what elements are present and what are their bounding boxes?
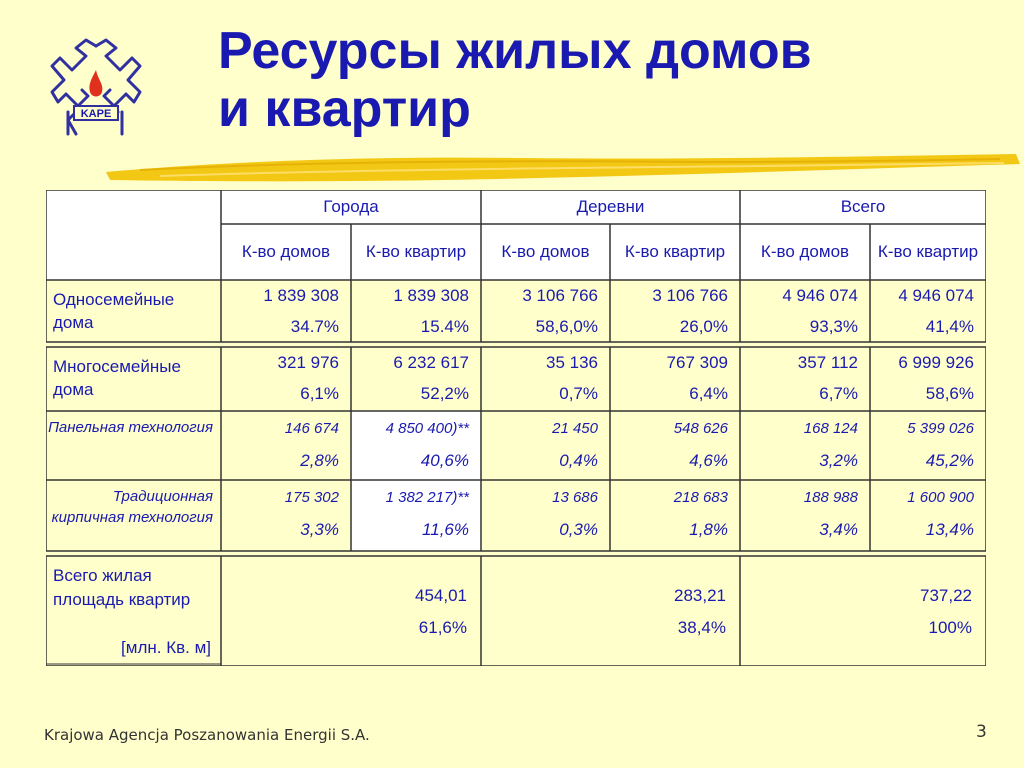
cell-count: 767 309 <box>666 353 728 372</box>
total-value: 283,21 <box>674 586 726 605</box>
cell-count: 175 302 <box>284 489 339 506</box>
cell-count: 168 124 <box>803 420 858 437</box>
cell-count: 1 839 308 <box>263 286 339 305</box>
cell-percent: 58,6% <box>925 384 974 403</box>
cell-count: 321 976 <box>277 353 339 372</box>
cell-percent: 13,4% <box>925 520 974 539</box>
cell-count: 35 136 <box>546 353 598 372</box>
cell-percent: 6,7% <box>819 384 858 403</box>
cell-percent: 0,7% <box>559 384 598 403</box>
cell-percent: 3,4% <box>819 520 858 539</box>
page-title-line-2: и квартир <box>218 80 471 138</box>
total-unit: [млн. Кв. м] <box>121 638 211 657</box>
cell-count: 4 946 074 <box>898 286 974 305</box>
column-header: К-во домов <box>760 242 850 261</box>
page-title <box>218 22 812 138</box>
cell-count: 146 674 <box>284 420 339 437</box>
housing-table <box>46 190 986 666</box>
cell-count: 218 683 <box>673 489 728 506</box>
cell-percent: 45,2% <box>925 451 974 470</box>
total-percent: 61,6% <box>418 618 467 637</box>
yellow-brush-stroke <box>100 150 1024 186</box>
cell-percent: 40,6% <box>420 451 469 470</box>
total-value: 454,01 <box>415 586 467 605</box>
cell-percent: 93,3% <box>809 317 858 336</box>
cell-count: 3 106 766 <box>652 286 728 305</box>
cell-count: 6 232 617 <box>393 353 469 372</box>
cell-percent: 0,3% <box>559 520 598 539</box>
column-header: К-во домов <box>501 242 590 261</box>
cell-count: 13 686 <box>552 489 598 506</box>
cell-percent: 4,6% <box>689 451 728 470</box>
cell-percent: 2,8% <box>300 451 339 470</box>
cell-count: 5 399 026 <box>907 420 974 437</box>
total-percent: 100% <box>928 618 972 637</box>
cell-count: 4 850 400)** <box>385 420 469 437</box>
cell-count: 1 600 900 <box>907 489 974 506</box>
row-label: Традиционная кирпичная технология <box>51 488 213 526</box>
cell-percent: 6,4% <box>689 384 728 403</box>
cell-percent: 3,3% <box>300 520 339 539</box>
cell-count: 357 112 <box>797 353 858 372</box>
cell-percent: 0,4% <box>559 451 598 470</box>
cell-count: 1 839 308 <box>393 286 469 305</box>
total-percent: 38,4% <box>677 618 726 637</box>
cell-percent: 58,6,0% <box>535 317 598 336</box>
column-header: К-во квартир <box>365 242 467 261</box>
page-number: 3 <box>976 722 987 742</box>
cell-count: 548 626 <box>673 420 728 437</box>
cell-count: 6 999 926 <box>898 353 974 372</box>
footer-organization: Krajowa Agencja Poszanowania Energii S.A. <box>44 726 370 744</box>
total-label: Всего жилая площадь квартир <box>53 566 191 609</box>
cell-percent: 6,1% <box>300 384 339 403</box>
page-title-line-1: Ресурсы жилых домов <box>218 22 812 80</box>
group-header: Всего <box>840 197 886 216</box>
cell-percent: 3,2% <box>819 451 858 470</box>
kape-logo <box>46 36 146 140</box>
cell-percent: 1,8% <box>689 520 728 539</box>
cell-count: 188 988 <box>803 489 858 506</box>
cell-count: 3 106 766 <box>522 286 598 305</box>
cell-percent: 26,0% <box>679 317 728 336</box>
row-label: Панельная технология <box>48 419 213 436</box>
total-value: 737,22 <box>920 586 972 605</box>
cell-percent: 11,6% <box>422 520 469 539</box>
row-label: Односемейные дома <box>53 290 175 332</box>
cell-percent: 34.7% <box>290 317 339 336</box>
column-header: К-во домов <box>241 242 331 261</box>
column-header: К-во квартир <box>877 242 979 261</box>
cell-count: 21 450 <box>552 420 598 437</box>
group-header: Деревни <box>576 197 645 216</box>
row-label: Многосемейные дома <box>53 357 181 399</box>
cell-percent: 15.4% <box>420 317 469 336</box>
logo-text: KAPE <box>80 108 112 120</box>
group-header: Города <box>323 197 379 216</box>
cell-percent: 41,4% <box>925 317 974 336</box>
cell-percent: 52,2% <box>420 384 469 403</box>
cell-count: 4 946 074 <box>782 286 858 305</box>
cell-count: 1 382 217)** <box>385 489 469 506</box>
column-header: К-во квартир <box>624 242 726 261</box>
